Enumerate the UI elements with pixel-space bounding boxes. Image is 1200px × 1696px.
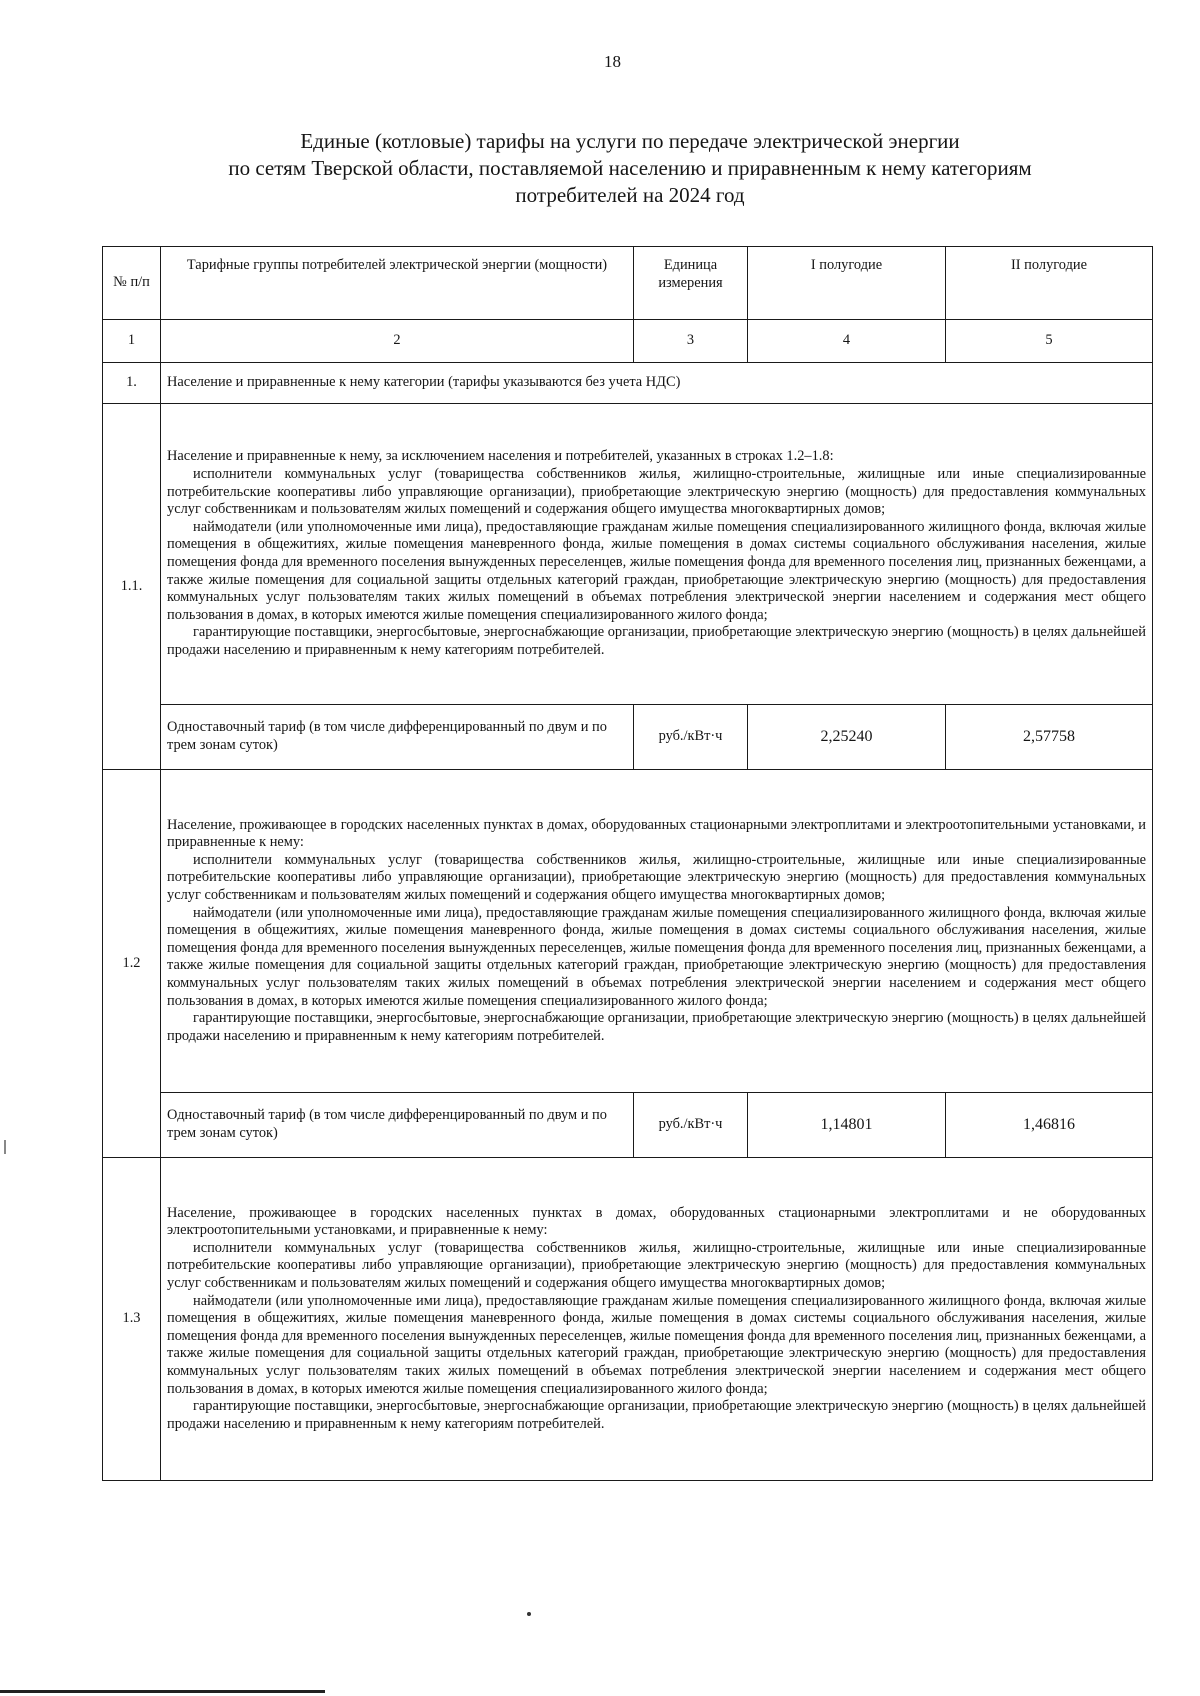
col-number: 4 <box>748 320 946 363</box>
desc-paragraph: Население, проживающее в городских населенных пунктах в домах, оборудованных стационарными электроплитами и не оборудованных электроотопительными установками, и приравненные к нему: <box>167 1204 1146 1239</box>
tariff-value-half-2: 1,46816 <box>946 1093 1153 1158</box>
row-num: 1. <box>103 363 161 404</box>
row-num: 1.3 <box>103 1158 161 1481</box>
column-numbers-row <box>103 320 1153 363</box>
header-unit: Единица измерения <box>634 247 748 320</box>
section-title: Население и приравненные к нему категории (тарифы указываются без учета НДС) <box>161 363 1153 404</box>
header-half-1: I полугодие <box>748 247 946 320</box>
scan-bottom-bar <box>0 1690 325 1693</box>
desc-paragraph: исполнители коммунальных услуг (товарищества собственников жилья, жилищно-строительные, жилищные или иные специализированные потребительские кооперативы либо управляющие организации), приобретающие электрическую энергию (мощность) для предоставления коммунальных услуг собственникам и пользователям жилых помещений и содержания общего имущества многоквартирных домов; <box>167 851 1146 904</box>
section-row <box>103 363 1153 404</box>
col-number: 1 <box>103 320 161 363</box>
desc-paragraph: наймодатели (или уполномоченные ими лица), предоставляющие гражданам жилые помещения специализированного жилищного фонда, включая жилые помещения в общежитиях, жилые помещения маневренного фонда, жилые помещения в домах системы социального обслуживания населения, жилые помещения фонда для временного поселения вынужденных переселенцев, жилые помещения фонда для временного поселения лиц, признанных беженцами, а также жилые помещения для социальной защиты отдельных категорий граждан, приобретающие электрическую энергию (мощность) для предоставления коммунальных услуг пользователям таких жилых помещений в объемах потребления электрической энергии населением и содержания мест общего пользования в домах, в которых имеются жилые помещения специализированного жилого фонда; <box>167 904 1146 1009</box>
tariff-unit: руб./кВт·ч <box>634 1093 748 1158</box>
tariff-row <box>103 705 1153 770</box>
desc-paragraph: исполнители коммунальных услуг (товарищества собственников жилья, жилищно-строительные, жилищные или иные специализированные потребительские кооперативы либо управляющие организации), приобретающие электрическую энергию (мощность) для предоставления коммунальных услуг собственникам и пользователям жилых помещений и содержания общего имущества многоквартирных домов; <box>167 1239 1146 1292</box>
page-number: 18 <box>604 52 621 71</box>
scan-edge-mark <box>4 1140 6 1154</box>
table-header-row <box>103 247 1153 320</box>
tariff-value-half-1: 1,14801 <box>748 1093 946 1158</box>
row-num: 1.2 <box>103 770 161 1158</box>
col-number: 2 <box>161 320 634 363</box>
document-title <box>100 128 1160 209</box>
row-description <box>161 404 1153 705</box>
desc-paragraph: Население, проживающее в городских населенных пунктах в домах, оборудованных стационарными электроплитами и электроотопительными установками, и приравненные к нему: <box>167 816 1146 851</box>
desc-paragraph: гарантирующие поставщики, энергосбытовые, энергоснабжающие организации, приобретающие электрическую энергию (мощность) в целях дальнейшей продажи населению и приравненным к нему категориям потребителей. <box>167 1010 1146 1044</box>
header-num: № п/п <box>103 247 161 320</box>
tariff-label: Одноставочный тариф (в том числе дифференцированный по двум и по трем зонам суток) <box>161 705 634 770</box>
row-description <box>161 770 1153 1093</box>
tariff-label: Одноставочный тариф (в том числе дифференцированный по двум и по трем зонам суток) <box>161 1093 634 1158</box>
tariff-unit: руб./кВт·ч <box>634 705 748 770</box>
table-row <box>103 404 1153 705</box>
desc-paragraph: гарантирующие поставщики, энергосбытовые, энергоснабжающие организации, приобретающие электрическую энергию (мощность) в целях дальнейшей продажи населению и приравненным к нему категориям потребителей. <box>167 624 1146 658</box>
title-line-1: Единые (котловые) тарифы на услуги по передаче электрической энергии <box>300 129 960 153</box>
header-half-2: II полугодие <box>946 247 1153 320</box>
header-group: Тарифные группы потребителей электрической энергии (мощности) <box>161 247 634 320</box>
col-number: 5 <box>946 320 1153 363</box>
title-line-3: потребителей на 2024 год <box>515 183 745 207</box>
tariff-value-half-2: 2,57758 <box>946 705 1153 770</box>
tariff-table <box>102 246 1153 1481</box>
desc-paragraph: гарантирующие поставщики, энергосбытовые, энергоснабжающие организации, приобретающие электрическую энергию (мощность) в целях дальнейшей продажи населению и приравненным к нему категориям потребителей. <box>167 1398 1146 1432</box>
row-num: 1.1. <box>103 404 161 770</box>
desc-paragraph: исполнители коммунальных услуг (товарищества собственников жилья, жилищно-строительные, жилищные или иные специализированные потребительские кооперативы либо управляющие организации), приобретающие электрическую энергию (мощность) для предоставления коммунальных услуг собственникам и пользователям жилых помещений и содержания общего имущества многоквартирных домов; <box>167 466 1146 518</box>
desc-paragraph: Население и приравненные к нему, за исключением населения и потребителей, указанных в строках 1.2–1.8: <box>167 448 834 465</box>
table-row <box>103 1158 1153 1481</box>
tariff-row <box>103 1093 1153 1158</box>
row-description <box>161 1158 1153 1481</box>
table-row <box>103 770 1153 1093</box>
tariff-value-half-1: 2,25240 <box>748 705 946 770</box>
scan-speck <box>527 1612 531 1616</box>
col-number: 3 <box>634 320 748 363</box>
title-line-2: по сетям Тверской области, поставляемой населению и приравненным к нему категориям <box>228 156 1032 180</box>
desc-paragraph: наймодатели (или уполномоченные ими лица), предоставляющие гражданам жилые помещения специализированного жилищного фонда, включая жилые помещения в общежитиях, жилые помещения маневренного фонда, жилые помещения в домах системы социального обслуживания населения, жилые помещения фонда для временного поселения вынужденных переселенцев, жилые помещения фонда для временного поселения лиц, признанных беженцами, а также жилые помещения для социальной защиты отдельных категорий граждан, приобретающие электрическую энергию (мощность) для предоставления коммунальных услуг пользователям таких жилых помещений в объемах потребления электрической энергии населением и содержания мест общего пользования в домах, в которых имеются жилые помещения специализированного жилого фонда; <box>167 518 1146 623</box>
desc-paragraph: наймодатели (или уполномоченные ими лица), предоставляющие гражданам жилые помещения специализированного жилищного фонда, включая жилые помещения в общежитиях, жилые помещения маневренного фонда, жилые помещения в домах системы социального обслуживания населения, жилые помещения фонда для временного поселения вынужденных переселенцев, жилые помещения фонда для временного поселения лиц, признанных беженцами, а также жилые помещения для социальной защиты отдельных категорий граждан, приобретающие электрическую энергию (мощность) для предоставления коммунальных услуг пользователям таких жилых помещений в объемах потребления электрической энергии населением и содержания мест общего пользования в домах, в которых имеются жилые помещения специализированного жилого фонда; <box>167 1292 1146 1397</box>
